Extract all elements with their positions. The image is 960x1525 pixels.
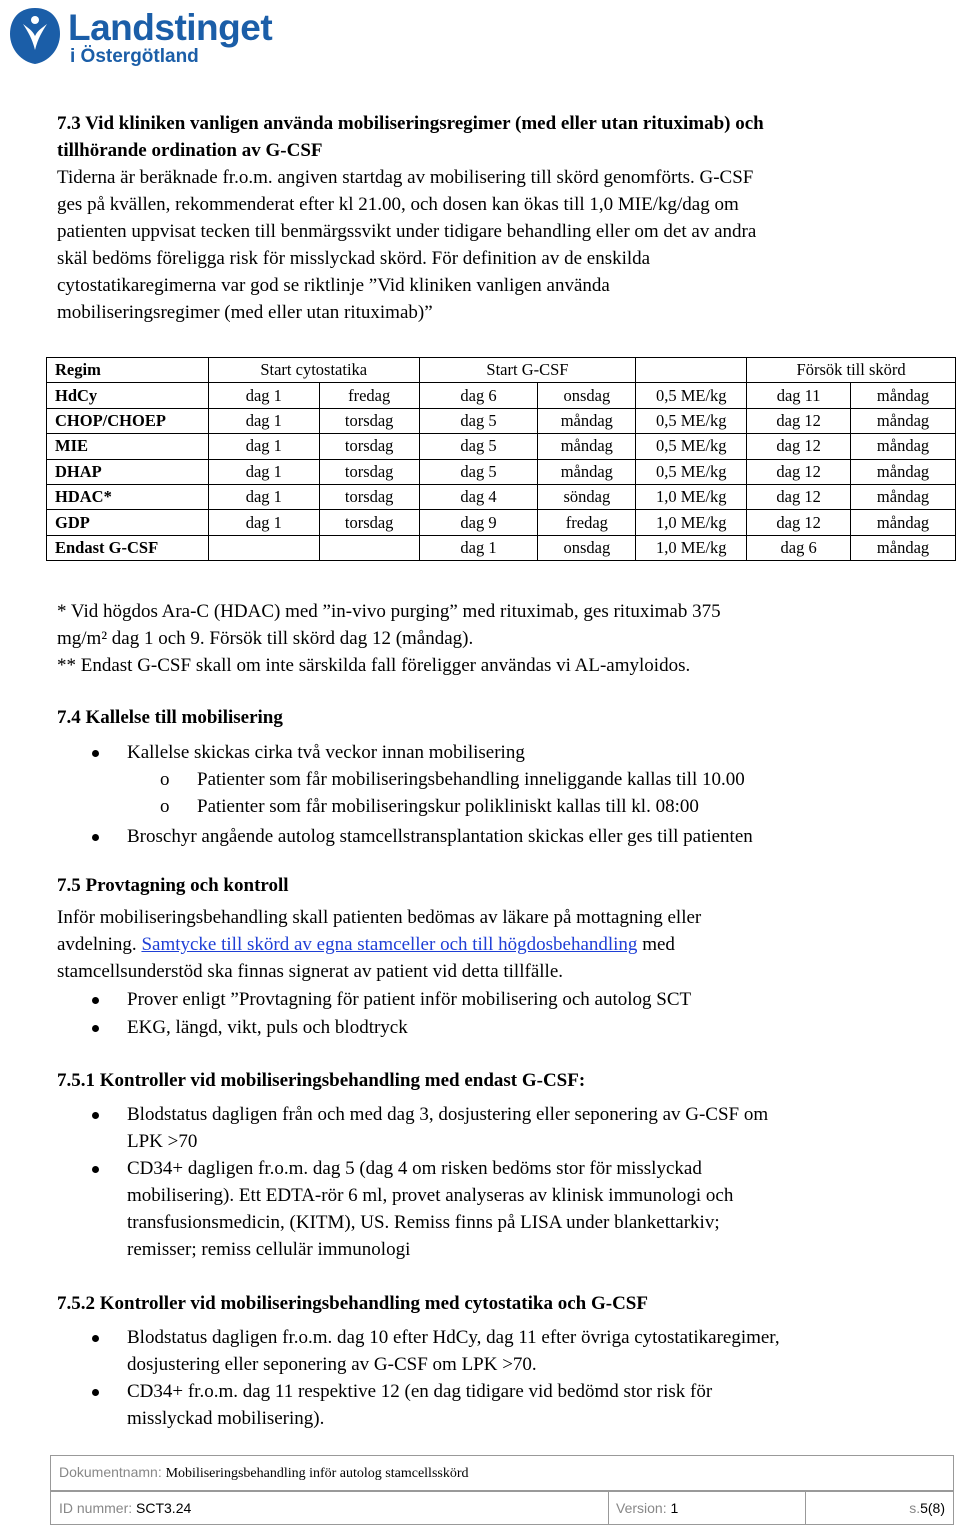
table-cell: fredag xyxy=(538,510,636,535)
footer-page-value: 5(8) xyxy=(920,1500,945,1516)
section-7-4-title: 7.4 Kallelse till mobilisering xyxy=(57,707,283,728)
list-item-text: Broschyr angående autolog stamcellstransplantation skickas eller ges till patienten xyxy=(127,826,753,847)
table-row xyxy=(47,535,956,560)
list-item-text: Blodstatus dagligen fr.o.m. dag 10 efter HdCy, dag 11 efter övriga cytostatikaregimer, xyxy=(127,1327,780,1348)
table-cell: dag 1 xyxy=(208,408,319,433)
footer-doc-label-wrap xyxy=(59,1464,469,1482)
table-cell: dag 5 xyxy=(419,459,538,484)
paragraph-text: med xyxy=(637,934,675,955)
table-cell: onsdag xyxy=(538,535,636,560)
footer-divider xyxy=(805,1492,806,1524)
paragraph-line: cytostatikaregimerna var god se riktlinje ”Vid kliniken vanligen använda xyxy=(57,275,610,296)
list-item-text: LPK >70 xyxy=(127,1131,198,1152)
table-cell: dag 1 xyxy=(208,459,319,484)
list-item xyxy=(57,1155,947,1263)
sub-list-item xyxy=(57,793,947,820)
table-notes xyxy=(57,598,947,679)
list-item-text: Blodstatus dagligen från och med dag 3, dosjustering eller seponering av G-CSF om xyxy=(127,1104,769,1125)
footer-id xyxy=(59,1492,191,1524)
table-cell: dag 1 xyxy=(208,484,319,509)
section-7-5-1-list xyxy=(57,1101,947,1263)
table-cell: måndag xyxy=(851,408,956,433)
table-cell: GDP xyxy=(47,510,209,535)
table-cell: dag 12 xyxy=(747,408,851,433)
table-cell: dag 1 xyxy=(208,383,319,408)
table-cell: dag 5 xyxy=(419,408,538,433)
footer-id-label: ID nummer: xyxy=(59,1500,137,1516)
footer-version-value: 1 xyxy=(670,1500,679,1516)
table-header-cell xyxy=(636,358,747,383)
section-7-5-list xyxy=(57,986,947,1041)
footer-doc-value: Mobiliseringsbehandling inför autolog stamcellsskörd xyxy=(165,1466,469,1481)
note-line: * Vid högdos Ara-C (HDAC) med ”in-vivo purging” med rituximab, ges rituximab 375 xyxy=(57,601,721,622)
bullet-icon xyxy=(92,997,99,1004)
paragraph-text: avdelning. xyxy=(57,934,142,955)
sub-list-item-text: Patienter som får mobiliseringskur polikliniskt kallas till kl. 08:00 xyxy=(197,796,699,817)
list-item xyxy=(57,1014,947,1041)
paragraph-line: skäl bedöms föreligga risk för misslyckad skörd. För definition av de enskilda xyxy=(57,248,651,269)
bullet-icon xyxy=(92,1112,99,1119)
section-7-5 xyxy=(57,872,947,1041)
list-item xyxy=(57,1324,947,1378)
table-cell: måndag xyxy=(851,535,956,560)
footer-document-name xyxy=(50,1455,954,1491)
paragraph-line: stamcellsunderstöd ska finnas signerat av patient vid detta tillfälle. xyxy=(57,961,563,982)
list-item-text: mobilisering). Ett EDTA-rör 6 ml, provet analyseras av klinisk immunologi och xyxy=(127,1185,734,1206)
list-item xyxy=(57,823,947,850)
table-cell: torsdag xyxy=(319,434,419,459)
circle-bullet-icon: o xyxy=(160,769,170,790)
section-7-3-title-line-1: 7.3 Vid kliniken vanligen använda mobiliseringsregimer (med eller utan rituximab) och xyxy=(57,113,764,134)
note-line: mg/m² dag 1 och 9. Försök till skörd dag 12 (måndag). xyxy=(57,628,474,649)
table-row xyxy=(47,510,956,535)
table-cell: DHAP xyxy=(47,459,209,484)
footer-version-label: Version: xyxy=(616,1500,671,1516)
table-cell: HdCy xyxy=(47,383,209,408)
bullet-icon xyxy=(92,1389,99,1396)
table-cell: HDAC* xyxy=(47,484,209,509)
list-item-text: misslyckad mobilisering). xyxy=(127,1408,325,1429)
table-cell: dag 9 xyxy=(419,510,538,535)
table-cell: måndag xyxy=(538,408,636,433)
table-header-cell: Start cytostatika xyxy=(208,358,419,383)
table-cell: Endast G-CSF xyxy=(47,535,209,560)
section-7-4-list xyxy=(57,739,947,766)
footer-doc-label: Dokumentnamn: xyxy=(59,1464,166,1480)
table-cell: måndag xyxy=(851,434,956,459)
sub-list-item-text: Patienter som får mobiliseringsbehandling inneliggande kallas till 10.00 xyxy=(197,769,745,790)
table-cell: dag 1 xyxy=(208,434,319,459)
paragraph-line xyxy=(57,931,947,958)
table-row xyxy=(47,484,956,509)
list-item xyxy=(57,739,947,766)
section-7-5-2-list xyxy=(57,1324,947,1432)
mobilization-regimen-table xyxy=(46,357,956,561)
table-row xyxy=(47,459,956,484)
list-item-text: Kallelse skickas cirka två veckor innan mobilisering xyxy=(127,742,525,763)
table-row xyxy=(47,383,956,408)
list-item xyxy=(57,986,947,1013)
bullet-icon xyxy=(92,1166,99,1173)
table-cell: 0,5 ME/kg xyxy=(636,434,747,459)
table-cell: dag 5 xyxy=(419,434,538,459)
bullet-icon xyxy=(92,1025,99,1032)
table-cell: dag 4 xyxy=(419,484,538,509)
table-header-cell: Försök till skörd xyxy=(747,358,956,383)
list-item-text: CD34+ dagligen fr.o.m. dag 5 (dag 4 om risken bedöms stor för misslyckad xyxy=(127,1158,702,1179)
table-cell: 0,5 ME/kg xyxy=(636,383,747,408)
footer-version xyxy=(616,1492,678,1524)
table-cell: 1,0 ME/kg xyxy=(636,535,747,560)
table-cell: måndag xyxy=(851,484,956,509)
list-item-text: dosjustering eller seponering av G-CSF om LPK >70. xyxy=(127,1354,537,1375)
landstinget-logo xyxy=(6,6,286,68)
section-7-4-list-2 xyxy=(57,823,947,850)
footer-page xyxy=(909,1492,945,1524)
table-cell: dag 1 xyxy=(208,510,319,535)
list-item-text: transfusionsmedicin, (KITM), US. Remiss finns på LISA under blankettarkiv; xyxy=(127,1212,720,1233)
table-cell: söndag xyxy=(538,484,636,509)
table-cell: 0,5 ME/kg xyxy=(636,408,747,433)
table-cell: torsdag xyxy=(319,459,419,484)
table-cell: dag 6 xyxy=(419,383,538,408)
table-row xyxy=(47,434,956,459)
sub-list-item xyxy=(57,766,947,793)
footer-meta xyxy=(50,1491,954,1525)
section-7-4-sublist xyxy=(57,766,947,820)
table-cell: dag 1 xyxy=(419,535,538,560)
table-cell xyxy=(208,535,319,560)
table-cell: måndag xyxy=(538,459,636,484)
table-cell: CHOP/CHOEP xyxy=(47,408,209,433)
footer-page-label: s. xyxy=(909,1500,921,1516)
table-cell: dag 12 xyxy=(747,484,851,509)
circle-bullet-icon: o xyxy=(160,796,170,817)
list-item-text: EKG, längd, vikt, puls och blodtryck xyxy=(127,1017,408,1038)
note-line: ** Endast G-CSF skall om inte särskilda fall föreligger användas vi AL-amyloidos. xyxy=(57,655,691,676)
list-item-text: CD34+ fr.o.m. dag 11 respektive 12 (en dag tidigare vid bedömd stor risk för xyxy=(127,1381,713,1402)
table-row xyxy=(47,408,956,433)
logo-emblem-icon xyxy=(6,6,64,66)
table-cell: MIE xyxy=(47,434,209,459)
table-header-cell: Start G-CSF xyxy=(419,358,636,383)
table-cell: måndag xyxy=(851,510,956,535)
logo-name: Landstinget xyxy=(68,7,273,48)
bullet-icon xyxy=(92,834,99,841)
table-cell: torsdag xyxy=(319,510,419,535)
table-cell: måndag xyxy=(538,434,636,459)
table-cell xyxy=(319,535,419,560)
table-cell: onsdag xyxy=(538,383,636,408)
section-7-5-1 xyxy=(57,1067,947,1263)
paragraph-line: mobiliseringsregimer (med eller utan rituximab)” xyxy=(57,302,433,323)
section-7-4 xyxy=(57,704,947,850)
section-7-5-1-title: 7.5.1 Kontroller vid mobiliseringsbehandling med endast G-CSF: xyxy=(57,1070,586,1091)
list-item-text: Prover enligt ”Provtagning för patient inför mobilisering och autolog SCT xyxy=(127,989,692,1010)
table-cell: 1,0 ME/kg xyxy=(636,510,747,535)
section-7-3-title-line-2: tillhörande ordination av G-CSF xyxy=(57,140,323,161)
table-cell: dag 12 xyxy=(747,459,851,484)
footer-id-value: SCT3.24 xyxy=(136,1500,192,1516)
table-cell: måndag xyxy=(851,459,956,484)
paragraph-line: Inför mobiliseringsbehandling skall patienten bedömas av läkare på mottagning eller xyxy=(57,907,702,928)
logo-subtitle: i Östergötland xyxy=(70,46,199,67)
table-cell: dag 11 xyxy=(747,383,851,408)
list-item xyxy=(57,1378,947,1432)
table-cell: 1,0 ME/kg xyxy=(636,484,747,509)
table-cell: dag 6 xyxy=(747,535,851,560)
bullet-icon xyxy=(92,1335,99,1342)
table-cell: fredag xyxy=(319,383,419,408)
paragraph-line: patienten uppvisat tecken till benmärgssvikt under tidigare behandling eller om det av andra xyxy=(57,221,757,242)
table-cell: torsdag xyxy=(319,408,419,433)
paragraph-line: Tiderna är beräknade fr.o.m. angiven startdag av mobilisering till skörd genomförts. G-CSF xyxy=(57,167,754,188)
paragraph-line: ges på kvällen, rekommenderat efter kl 21.00, och dosen kan ökas till 1,0 MIE/kg/dag om xyxy=(57,194,739,215)
section-7-3 xyxy=(57,110,947,326)
section-7-5-2 xyxy=(57,1290,947,1432)
table-header-row xyxy=(47,358,956,383)
table-cell: måndag xyxy=(851,383,956,408)
footer-divider xyxy=(608,1492,609,1524)
table-header-cell: Regim xyxy=(47,358,209,383)
bullet-icon xyxy=(92,750,99,757)
table-cell: torsdag xyxy=(319,484,419,509)
table-cell: dag 12 xyxy=(747,510,851,535)
section-7-5-title: 7.5 Provtagning och kontroll xyxy=(57,875,289,896)
consent-form-link[interactable]: Samtycke till skörd av egna stamceller och till högdosbehandling xyxy=(141,934,638,955)
table-cell: dag 12 xyxy=(747,434,851,459)
section-7-5-2-title: 7.5.2 Kontroller vid mobiliseringsbehandling med cytostatika och G-CSF xyxy=(57,1293,648,1314)
table-cell: 0,5 ME/kg xyxy=(636,459,747,484)
list-item-text: remisser; remiss cellulär immunologi xyxy=(127,1239,411,1260)
list-item xyxy=(57,1101,947,1155)
